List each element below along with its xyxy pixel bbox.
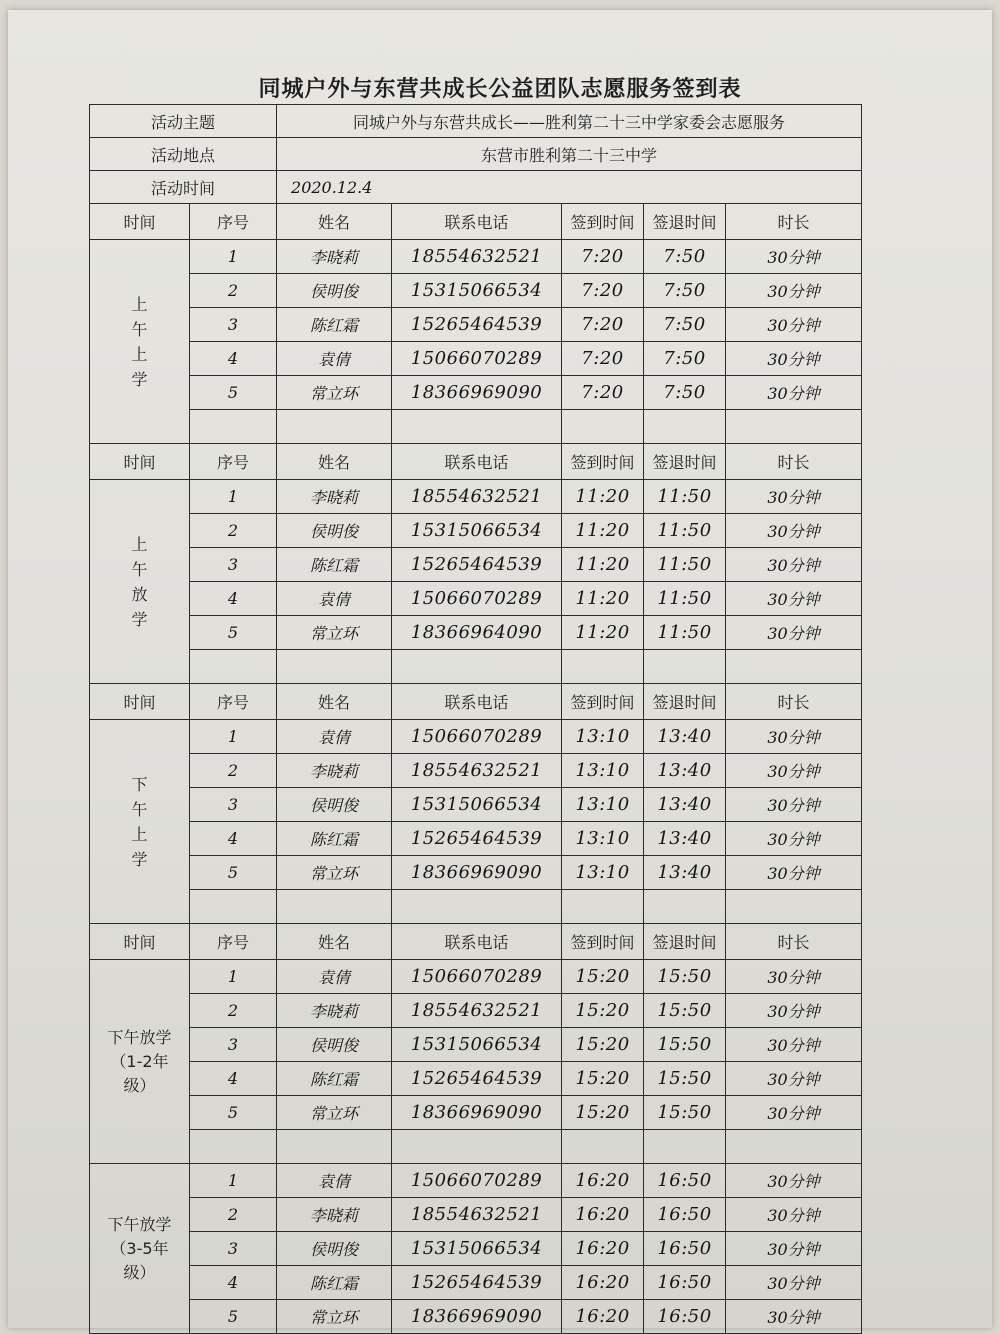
table-row — [90, 994, 862, 1028]
duration-cell: 30分钟 — [726, 822, 862, 856]
name-cell: 侯明俊 — [277, 788, 392, 822]
table-row — [90, 856, 862, 890]
checkout-cell: 11:50 — [644, 582, 726, 616]
header-duration: 时长 — [726, 924, 862, 960]
seq-cell: 5 — [190, 616, 277, 650]
phone-cell: 18554632521 — [392, 754, 562, 788]
seq-cell: 5 — [190, 856, 277, 890]
duration-cell: 30分钟 — [726, 1266, 862, 1300]
seq-cell: 1 — [190, 480, 277, 514]
table-row — [90, 1096, 862, 1130]
seq-cell: 2 — [190, 994, 277, 1028]
checkin-cell: 15:20 — [562, 1062, 644, 1096]
table-row — [90, 890, 862, 924]
duration-cell: 30分钟 — [726, 548, 862, 582]
duration-cell: 30分钟 — [726, 240, 862, 274]
name-cell: 陈红霜 — [277, 548, 392, 582]
checkin-cell: 7:20 — [562, 308, 644, 342]
table-row — [90, 514, 862, 548]
seq-cell: 3 — [190, 1232, 277, 1266]
section-label — [90, 960, 190, 1164]
checkout-cell: 11:50 — [644, 514, 726, 548]
header-duration: 时长 — [726, 204, 862, 240]
phone-cell: 15066070289 — [392, 720, 562, 754]
checkin-cell: 13:10 — [562, 720, 644, 754]
section-label — [90, 480, 190, 684]
duration-cell: 30分钟 — [726, 1028, 862, 1062]
checkout-cell: 15:50 — [644, 960, 726, 994]
seq-cell: 5 — [190, 1096, 277, 1130]
phone-cell: 18366969090 — [392, 1300, 562, 1334]
duration-cell — [726, 1130, 862, 1164]
duration-cell: 30分钟 — [726, 994, 862, 1028]
header-checkin: 签到时间 — [562, 684, 644, 720]
table-row — [90, 960, 862, 994]
header-checkout: 签退时间 — [644, 924, 726, 960]
phone-cell: 15315066534 — [392, 788, 562, 822]
section-header-row — [90, 924, 862, 960]
section-label — [90, 720, 190, 924]
header-checkout: 签退时间 — [644, 204, 726, 240]
phone-cell: 18366969090 — [392, 856, 562, 890]
phone-cell: 15265464539 — [392, 1266, 562, 1300]
seq-cell: 4 — [190, 1266, 277, 1300]
section-label-line: 上 — [131, 824, 148, 844]
phone-cell — [392, 410, 562, 444]
name-cell: 侯明俊 — [277, 514, 392, 548]
sign-in-table — [89, 104, 862, 1334]
checkout-cell: 15:50 — [644, 1062, 726, 1096]
seq-cell: 3 — [190, 788, 277, 822]
phone-cell: 18554632521 — [392, 480, 562, 514]
seq-cell — [190, 890, 277, 924]
header-duration: 时长 — [726, 444, 862, 480]
form-title: 同城户外与东营共成长公益团队志愿服务签到表 — [258, 77, 742, 102]
name-cell: 李晓莉 — [277, 480, 392, 514]
theme-label: 活动主题 — [90, 105, 277, 138]
name-cell: 李晓莉 — [277, 994, 392, 1028]
info-row-theme — [90, 105, 862, 138]
header-name: 姓名 — [277, 204, 392, 240]
section-label-line: 下午放学 — [107, 1027, 172, 1047]
table-row — [90, 582, 862, 616]
section-label-line: 午 — [131, 799, 148, 819]
table-row — [90, 1232, 862, 1266]
section-label-line: 上 — [131, 294, 148, 314]
place-label: 活动地点 — [90, 138, 277, 171]
header-phone: 联系电话 — [392, 444, 562, 480]
checkout-cell: 11:50 — [644, 548, 726, 582]
phone-cell: 18554632521 — [392, 994, 562, 1028]
checkout-cell: 11:50 — [644, 616, 726, 650]
section-label — [90, 240, 190, 444]
info-row-place — [90, 138, 862, 171]
phone-cell — [392, 650, 562, 684]
checkout-cell — [644, 1130, 726, 1164]
section-label-line: 学 — [131, 849, 148, 869]
section-label-line: 午 — [131, 559, 148, 579]
header-duration: 时长 — [726, 684, 862, 720]
name-cell: 常立环 — [277, 376, 392, 410]
name-cell: 袁倩 — [277, 582, 392, 616]
seq-cell — [190, 650, 277, 684]
duration-cell: 30分钟 — [726, 342, 862, 376]
table-row — [90, 308, 862, 342]
table-row — [90, 410, 862, 444]
checkout-cell: 13:40 — [644, 788, 726, 822]
seq-cell: 3 — [190, 548, 277, 582]
checkin-cell: 7:20 — [562, 342, 644, 376]
seq-cell: 1 — [190, 240, 277, 274]
name-cell: 常立环 — [277, 1096, 392, 1130]
table-row — [90, 548, 862, 582]
checkout-cell — [644, 650, 726, 684]
checkin-cell: 7:20 — [562, 240, 644, 274]
checkin-cell: 16:20 — [562, 1164, 644, 1198]
checkin-cell: 13:10 — [562, 856, 644, 890]
checkin-cell: 13:10 — [562, 754, 644, 788]
duration-cell: 30分钟 — [726, 274, 862, 308]
checkin-cell: 15:20 — [562, 1096, 644, 1130]
header-checkout: 签退时间 — [644, 684, 726, 720]
phone-cell: 15315066534 — [392, 274, 562, 308]
theme-value: 同城户外与东营共成长——胜利第二十三中学家委会志愿服务 — [277, 105, 862, 138]
time-value: 2020.12.4 — [277, 171, 862, 204]
phone-cell: 15066070289 — [392, 582, 562, 616]
checkin-cell: 16:20 — [562, 1266, 644, 1300]
section-label-line: 下午放学 — [107, 1214, 172, 1234]
section-label — [90, 1164, 190, 1334]
section-header-row — [90, 684, 862, 720]
checkin-cell: 11:20 — [562, 514, 644, 548]
seq-cell: 2 — [190, 274, 277, 308]
header-time: 时间 — [90, 924, 190, 960]
phone-cell: 15265464539 — [392, 1062, 562, 1096]
duration-cell: 30分钟 — [726, 582, 862, 616]
seq-cell: 2 — [190, 1198, 277, 1232]
table-row — [90, 274, 862, 308]
name-cell: 侯明俊 — [277, 1232, 392, 1266]
checkout-cell: 11:50 — [644, 480, 726, 514]
header-checkin: 签到时间 — [562, 204, 644, 240]
header-seq: 序号 — [190, 444, 277, 480]
checkin-cell: 11:20 — [562, 480, 644, 514]
checkout-cell: 15:50 — [644, 994, 726, 1028]
phone-cell: 15066070289 — [392, 960, 562, 994]
duration-cell: 30分钟 — [726, 1164, 862, 1198]
duration-cell: 30分钟 — [726, 788, 862, 822]
table-row — [90, 1300, 862, 1334]
duration-cell: 30分钟 — [726, 1062, 862, 1096]
checkout-cell: 13:40 — [644, 720, 726, 754]
name-cell: 李晓莉 — [277, 754, 392, 788]
seq-cell: 4 — [190, 582, 277, 616]
phone-cell: 18366969090 — [392, 1096, 562, 1130]
table-row — [90, 342, 862, 376]
checkout-cell: 7:50 — [644, 274, 726, 308]
header-name: 姓名 — [277, 924, 392, 960]
name-cell: 侯明俊 — [277, 1028, 392, 1062]
phone-cell — [392, 890, 562, 924]
table-row — [90, 1130, 862, 1164]
checkout-cell: 16:50 — [644, 1232, 726, 1266]
header-name: 姓名 — [277, 684, 392, 720]
phone-cell: 15265464539 — [392, 548, 562, 582]
seq-cell: 1 — [190, 1164, 277, 1198]
section-label-line: （1-2年 — [110, 1051, 169, 1071]
duration-cell: 30分钟 — [726, 480, 862, 514]
section-label-line: 学 — [131, 369, 148, 389]
seq-cell: 3 — [190, 1028, 277, 1062]
checkin-cell: 11:20 — [562, 548, 644, 582]
phone-cell: 15265464539 — [392, 308, 562, 342]
seq-cell: 1 — [190, 960, 277, 994]
section-label-line: （3-5年 — [110, 1238, 169, 1258]
checkout-cell: 7:50 — [644, 240, 726, 274]
name-cell: 袁倩 — [277, 342, 392, 376]
section-header-row — [90, 444, 862, 480]
header-phone: 联系电话 — [392, 204, 562, 240]
checkin-cell: 7:20 — [562, 274, 644, 308]
seq-cell: 2 — [190, 754, 277, 788]
name-cell — [277, 1130, 392, 1164]
duration-cell: 30分钟 — [726, 308, 862, 342]
checkout-cell: 15:50 — [644, 1096, 726, 1130]
table-row — [90, 376, 862, 410]
duration-cell: 30分钟 — [726, 1096, 862, 1130]
checkin-cell — [562, 650, 644, 684]
header-time: 时间 — [90, 204, 190, 240]
name-cell: 陈红霜 — [277, 308, 392, 342]
name-cell: 袁倩 — [277, 720, 392, 754]
name-cell: 陈红霜 — [277, 1062, 392, 1096]
checkout-cell: 13:40 — [644, 822, 726, 856]
phone-cell: 15066070289 — [392, 342, 562, 376]
header-checkout: 签退时间 — [644, 444, 726, 480]
checkout-cell: 7:50 — [644, 342, 726, 376]
checkout-cell: 16:50 — [644, 1198, 726, 1232]
checkin-cell — [562, 1130, 644, 1164]
seq-cell: 5 — [190, 1300, 277, 1334]
header-time: 时间 — [90, 684, 190, 720]
section-label-line: 级） — [123, 1075, 156, 1095]
table-row — [90, 616, 862, 650]
name-cell: 侯明俊 — [277, 274, 392, 308]
checkout-cell: 13:40 — [644, 856, 726, 890]
table-row — [90, 1198, 862, 1232]
checkout-cell: 7:50 — [644, 308, 726, 342]
seq-cell — [190, 410, 277, 444]
seq-cell: 3 — [190, 308, 277, 342]
seq-cell: 4 — [190, 342, 277, 376]
table-row — [90, 822, 862, 856]
name-cell: 袁倩 — [277, 1164, 392, 1198]
duration-cell — [726, 650, 862, 684]
table-row — [90, 480, 862, 514]
place-value: 东营市胜利第二十三中学 — [277, 138, 862, 171]
name-cell — [277, 650, 392, 684]
seq-cell: 1 — [190, 720, 277, 754]
checkout-cell: 7:50 — [644, 376, 726, 410]
checkin-cell: 16:20 — [562, 1198, 644, 1232]
phone-cell: 15315066534 — [392, 1028, 562, 1062]
name-cell: 李晓莉 — [277, 1198, 392, 1232]
checkin-cell — [562, 890, 644, 924]
checkin-cell: 15:20 — [562, 1028, 644, 1062]
section-label-line: 级） — [123, 1262, 156, 1282]
table-row — [90, 1266, 862, 1300]
checkout-cell: 16:50 — [644, 1266, 726, 1300]
phone-cell: 15315066534 — [392, 514, 562, 548]
duration-cell: 30分钟 — [726, 720, 862, 754]
checkin-cell: 11:20 — [562, 582, 644, 616]
phone-cell: 15315066534 — [392, 1232, 562, 1266]
checkout-cell: 15:50 — [644, 1028, 726, 1062]
name-cell: 常立环 — [277, 1300, 392, 1334]
table-row — [90, 240, 862, 274]
table-row — [90, 720, 862, 754]
duration-cell: 30分钟 — [726, 616, 862, 650]
phone-cell — [392, 1130, 562, 1164]
name-cell: 陈红霜 — [277, 822, 392, 856]
header-checkin: 签到时间 — [562, 444, 644, 480]
name-cell — [277, 410, 392, 444]
duration-cell — [726, 890, 862, 924]
checkout-cell — [644, 410, 726, 444]
name-cell: 常立环 — [277, 856, 392, 890]
duration-cell: 30分钟 — [726, 376, 862, 410]
name-cell: 李晓莉 — [277, 240, 392, 274]
name-cell: 常立环 — [277, 616, 392, 650]
table-row — [90, 754, 862, 788]
phone-cell: 15066070289 — [392, 1164, 562, 1198]
header-seq: 序号 — [190, 684, 277, 720]
phone-cell: 18554632521 — [392, 1198, 562, 1232]
section-header-row — [90, 204, 862, 240]
checkin-cell: 13:10 — [562, 822, 644, 856]
section-label-line: 学 — [131, 609, 148, 629]
name-cell — [277, 890, 392, 924]
section-label-line: 下 — [131, 774, 148, 794]
section-label-line: 上 — [131, 344, 148, 364]
checkout-cell: 16:50 — [644, 1300, 726, 1334]
phone-cell: 18366969090 — [392, 376, 562, 410]
checkin-cell: 15:20 — [562, 994, 644, 1028]
duration-cell: 30分钟 — [726, 754, 862, 788]
phone-cell: 18366964090 — [392, 616, 562, 650]
checkin-cell: 7:20 — [562, 376, 644, 410]
header-phone: 联系电话 — [392, 684, 562, 720]
phone-cell: 18554632521 — [392, 240, 562, 274]
name-cell: 陈红霜 — [277, 1266, 392, 1300]
seq-cell — [190, 1130, 277, 1164]
header-phone: 联系电话 — [392, 924, 562, 960]
table-row — [90, 650, 862, 684]
checkin-cell: 16:20 — [562, 1300, 644, 1334]
duration-cell: 30分钟 — [726, 1300, 862, 1334]
table-row — [90, 788, 862, 822]
checkin-cell: 15:20 — [562, 960, 644, 994]
checkout-cell: 16:50 — [644, 1164, 726, 1198]
seq-cell: 4 — [190, 822, 277, 856]
duration-cell: 30分钟 — [726, 856, 862, 890]
duration-cell: 30分钟 — [726, 960, 862, 994]
header-seq: 序号 — [190, 204, 277, 240]
header-name: 姓名 — [277, 444, 392, 480]
checkin-cell: 11:20 — [562, 616, 644, 650]
checkin-cell: 13:10 — [562, 788, 644, 822]
header-time: 时间 — [90, 444, 190, 480]
checkin-cell — [562, 410, 644, 444]
header-checkin: 签到时间 — [562, 924, 644, 960]
info-row-time — [90, 171, 862, 204]
seq-cell: 2 — [190, 514, 277, 548]
table-row — [90, 1062, 862, 1096]
table-row — [90, 1028, 862, 1062]
duration-cell: 30分钟 — [726, 1232, 862, 1266]
header-seq: 序号 — [190, 924, 277, 960]
checkin-cell: 16:20 — [562, 1232, 644, 1266]
section-label-line: 午 — [131, 319, 148, 339]
duration-cell — [726, 410, 862, 444]
name-cell: 袁倩 — [277, 960, 392, 994]
section-label-line: 上 — [131, 534, 148, 554]
seq-cell: 5 — [190, 376, 277, 410]
checkout-cell — [644, 890, 726, 924]
checkout-cell: 13:40 — [644, 754, 726, 788]
section-label-line: 放 — [131, 584, 148, 604]
table-row — [90, 1164, 862, 1198]
duration-cell: 30分钟 — [726, 514, 862, 548]
duration-cell: 30分钟 — [726, 1198, 862, 1232]
seq-cell: 4 — [190, 1062, 277, 1096]
phone-cell: 15265464539 — [392, 822, 562, 856]
time-label: 活动时间 — [90, 171, 277, 204]
